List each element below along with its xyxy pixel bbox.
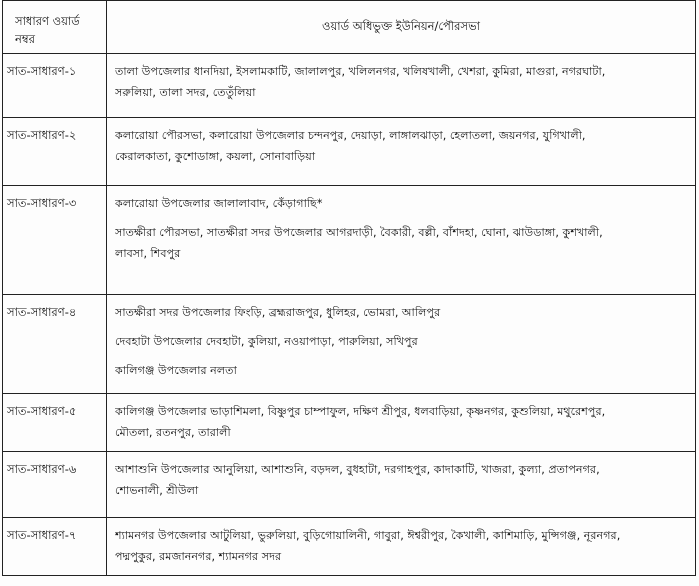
ward-unions	[107, 118, 696, 186]
union-list-line: শ্যামনগর উপজেলার আটুলিয়া, ভুরুলিয়া, বুড়িগোয়ালিনী, গাবুরা, ঈশ্বরীপুর, কৈখালী, কাশিমাড়ি, মুন্সিগঞ্জ, নূরনগর,	[115, 529, 621, 542]
ward-unions	[107, 518, 696, 576]
ward-unions	[107, 394, 696, 452]
union-list-line: কলারোয়া পৌরসভা, কলারোয়া উপজেলার চন্দনপুর, দেয়াড়া, লাঙ্গালঝাড়া, হেলাতলা, জয়নগর, যুগিখালী,	[115, 129, 586, 142]
union-list-line: সাতক্ষীরা সদর উপজেলার ফিংড়ি, ব্রহ্মরাজপুর, ধুলিহর, ভোমরা, আলিপুর	[115, 306, 441, 319]
ward-number: সাত-সাধারণ-৭	[3, 518, 107, 576]
union-list-line: দেবহাটা উপজেলার দেবহাটা, কুলিয়া, নওয়াপাড়া, পারুলিয়া, সখিপুর	[115, 335, 418, 348]
union-list-line: পদ্মপুকুর, রমজাননগর, শ্যামনগর সদর	[115, 550, 282, 563]
union-list-line: মৌতলা, রতনপুর, তারালী	[115, 426, 231, 439]
ward-number: সাত-সাধারণ-৬	[3, 452, 107, 518]
table-row	[3, 518, 696, 576]
ward-number: সাত-সাধারণ-৩	[3, 186, 107, 295]
group-gap	[115, 214, 689, 222]
union-list-line: শোভনালী, শ্রীউলা	[115, 484, 199, 497]
table-row	[3, 186, 696, 295]
union-list-line: সরুলিয়া, তালা সদর, তেতুঁলিয়া	[115, 86, 256, 99]
union-list-line: কলারোয়া উপজেলার জালালাবাদ, কেঁড়াগাছি*	[115, 197, 323, 210]
table-row	[3, 54, 696, 118]
ward-unions	[107, 54, 696, 118]
header-ward-number-line1: সাধারণ ওয়ার্ড	[15, 14, 80, 28]
table-row	[3, 295, 696, 394]
union-list-line: সাতক্ষীরা পৌরসভা, সাতক্ষীরা সদর উপজেলার আগরদাড়ী, বৈকারী, বল্লী, বাঁশদহা, ঘোনা, ঝাউডাঙ্গা, কুশখালী,	[115, 226, 603, 239]
table-row	[3, 118, 696, 186]
table-header-row	[3, 1, 696, 54]
header-ward-number-line2: নম্বর	[15, 32, 35, 46]
ward-number: সাত-সাধারণ-২	[3, 118, 107, 186]
union-list-line: কালিগঞ্জ উপজেলার নলতা	[115, 364, 237, 377]
ward-unions	[107, 452, 696, 518]
table-row	[3, 452, 696, 518]
union-list-line: আশাশুনি উপজেলার আনুলিয়া, আশাশুনি, বড়দল, বুধহাটা, দরগাহপুর, কাদাকাটি, খাজরা, কুল্যা, প্রতাপনগর,	[115, 463, 600, 476]
table-row	[3, 394, 696, 452]
group-gap	[115, 352, 689, 360]
union-list-line: লাবসা, শিবপুর	[115, 247, 181, 260]
ward-unions	[107, 295, 696, 394]
ward-unions	[107, 186, 696, 295]
union-list-line: কেরালকাতা, কুশোডাঙ্গা, কয়লা, সোনাবাড়িয়া	[115, 150, 316, 163]
header-union-list: ওয়ার্ড অধিভুক্ত ইউনিয়ন/পৌরসভা	[107, 1, 696, 54]
union-list-line: কালিগঞ্জ উপজেলার ভাড়াশিমলা, বিষ্ণুপুর চাম্পাফুল, দক্ষিণ শ্রীপুর, ধলবাড়িয়া, কৃষ্ণনগর, কুশুলিয়া, মথুরেশপুর,	[115, 405, 606, 418]
union-list-line: তালা উপজেলার ধানদিয়া, ইসলামকাটি, জালালপুর, খলিলনগর, খলিষখালী, খেশরা, কুমিরা, মাগুরা, নগরঘাটা,	[115, 65, 606, 78]
header-ward-number	[3, 1, 107, 54]
ward-table	[2, 0, 696, 576]
table-body	[3, 54, 696, 576]
ward-number: সাত-সাধারণ-১	[3, 54, 107, 118]
group-gap	[115, 323, 689, 331]
ward-number: সাত-সাধারণ-৪	[3, 295, 107, 394]
ward-number: সাত-সাধারণ-৫	[3, 394, 107, 452]
